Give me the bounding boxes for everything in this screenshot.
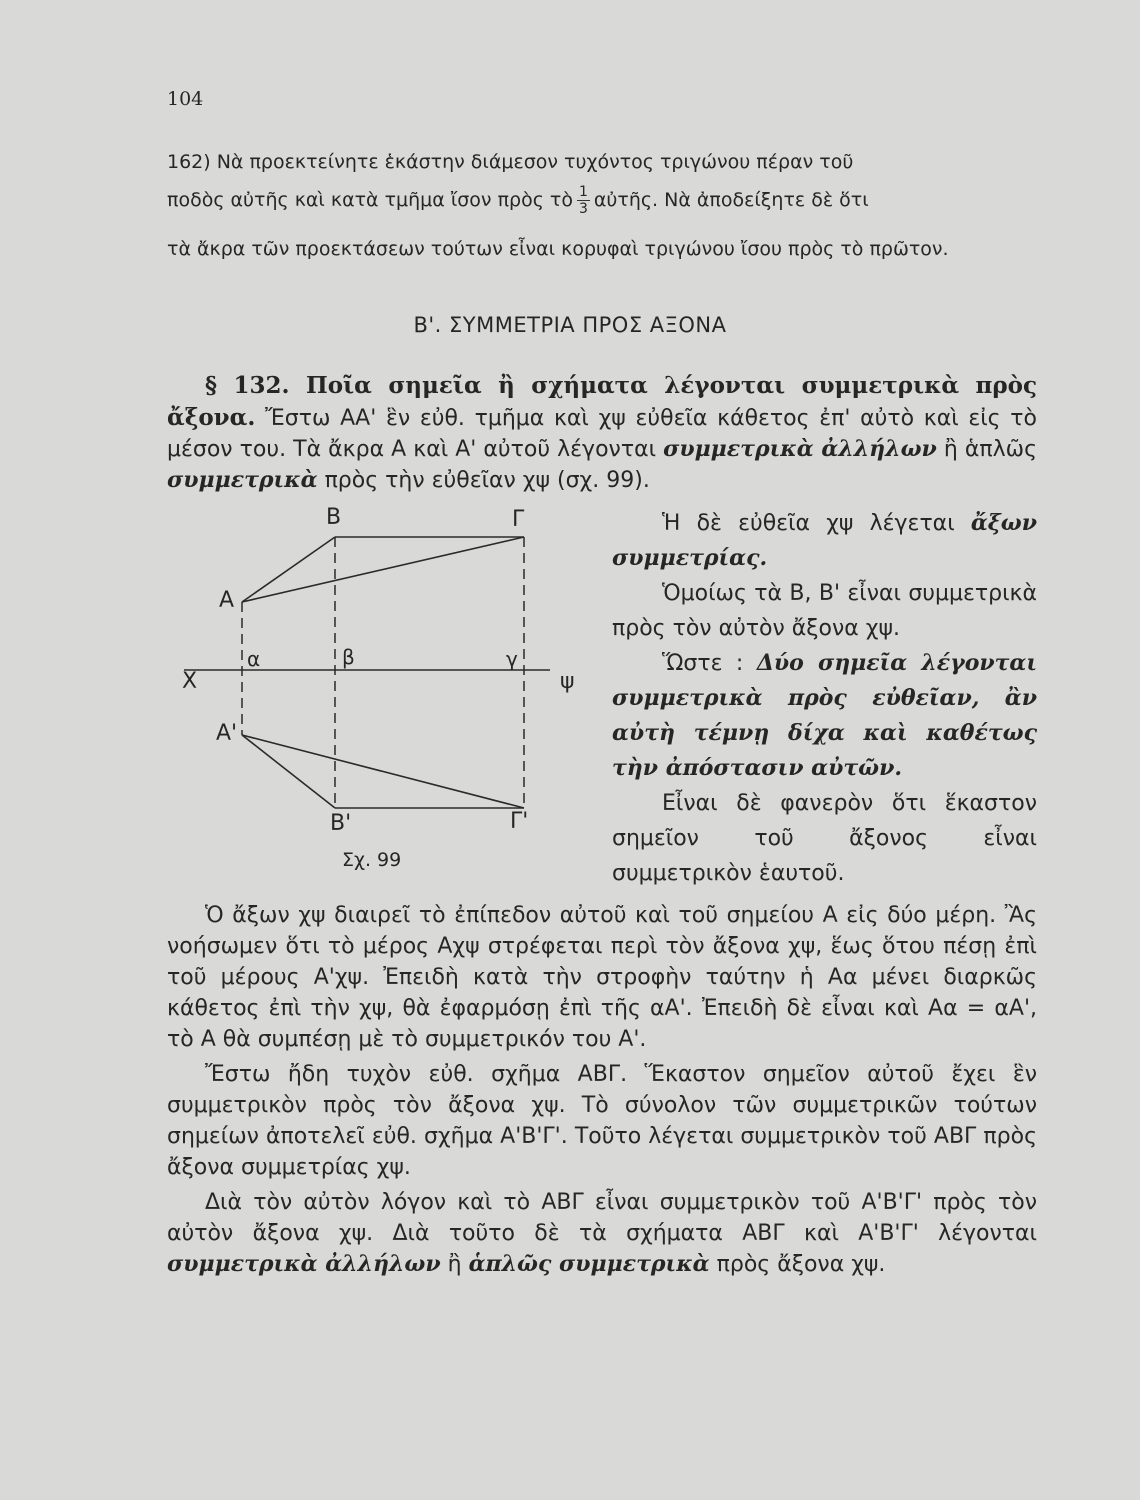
page-number: 104	[167, 88, 204, 110]
side-paragraph-2: Ὁμοίως τὰ Β, Β' εἶναι συμμετρικὰ πρὸς τὸν αὐτὸν ἄξονα χψ.	[612, 581, 1037, 641]
term-symmetric: συμμετρικὰ	[167, 467, 318, 493]
body-paragraph-2: Ἔστω ἤδη τυχὸν εὐθ. σχῆμα ΑΒΓ. Ἕκαστον σημεῖον αὐτοῦ ἔχει ἓν συμμετρικὸν πρὸς τὸν ἄξονα χψ. Τὸ σύνολον τῶν συμμετρικῶν τούτων σημείων ἀποτελεῖ εὐθ. σχῆμα Α'Β'Γ'. Τοῦτο λέγεται συμμετρικὸν τοῦ ΑΒΓ πρὸς ἄξονα συμμετρίας χψ.	[167, 1062, 1037, 1180]
figure-caption: Σχ. 99	[342, 849, 402, 871]
label-a-prime: Α'	[216, 721, 238, 746]
label-alpha: α	[247, 647, 261, 671]
label-g: Γ	[512, 507, 525, 532]
side-paragraph-3: Ὥστε : Δύο σημεῖα λέγονται συμμετρικὰ πρὸς εὐθεῖαν, ἂν αὐτὴ τέμνῃ δίχα καὶ καθέτως τὴν ἀπόστασιν αὐτῶν.	[612, 650, 1038, 781]
term-axis-of-symmetry: ἄξων συμμετρίας.	[612, 510, 1037, 571]
side-text	[612, 506, 1037, 891]
term-simply-symmetric: ἁπλῶς συμμετρικὰ	[468, 1251, 710, 1277]
side-paragraph-4: Εἶναι δὲ φανερὸν ὅτι ἕκαστον σημεῖον τοῦ ἄξονος εἶναι συμμετρικὸν ἑαυτοῦ.	[612, 791, 1037, 886]
figure-drawing	[170, 505, 610, 895]
label-b-prime: Β'	[330, 811, 352, 836]
term-symmetric-each-other: συμμετρικὰ ἀλλήλων	[663, 436, 937, 462]
label-beta: β	[342, 645, 355, 669]
line-a1-g1	[242, 735, 524, 808]
section-title: § 132. Ποῖα σημεῖα ἢ σχήματα λέγονται συμμετρικὰ πρὸς ἄξονα.	[167, 372, 1037, 431]
label-chi: Χ	[182, 669, 198, 694]
exercise-line-3: τὰ ἄκρα τῶν προεκτάσεων τούτων εἶναι κορυφαὶ τριγώνου ἴσου πρὸς τὸ πρῶτον.	[167, 238, 949, 260]
section-heading: Β'. ΣΥΜΜΕΤΡΙΑ ΠΡΟΣ ΑΞΟΝΑ	[413, 313, 727, 337]
body-paragraph-1: Ὁ ἄξων χψ διαιρεῖ τὸ ἐπίπεδον αὐτοῦ καὶ τοῦ σημείου Α εἰς δύο μέρη. Ἂς νοήσωμεν ὅτι τὸ μέρος Αχψ στρέφεται περὶ τὸν ἄξονα χψ, ἕως ὅτου πέσῃ ἐπὶ τοῦ μέρους Α'χψ. Ἐπειδὴ κατὰ τὴν στροφὴν ταύτην ἡ Αα μένει διαρκῶς κάθετος ἐπὶ τὴν χψ, θὰ ἐφαρμόσῃ ἐπὶ τῆς αΑ'. Ἐπειδὴ δὲ εἶναι καὶ Αα = αΑ', τὸ Α θὰ συμπέσῃ μὲ τὸ συμμετρικόν του Α'.	[167, 903, 1037, 1052]
exercise-line-2: ποδὸς αὐτῆς καὶ κατὰ τμῆμα ἴσον πρὸς τὸ $\frac{1}{3}$ αὐτῆς. Νὰ ἀποδείξητε δὲ ὅτι	[167, 184, 869, 217]
label-g-prime: Γ'	[510, 809, 529, 834]
label-psi: ψ	[560, 669, 575, 694]
section-132: § 132. Ποῖα σημεῖα ἢ σχήματα λέγονται συμμετρικὰ πρὸς ἄξονα. Ἔστω ΑΑ' ἓν εὐθ. τμῆμα καὶ χψ εὐθεῖα κάθετος ἐπ' αὐτὸ καὶ εἰς τὸ μέσον του. Τὰ ἄκρα Α καὶ Α' αὐτοῦ λέγονται συμμετρικὰ ἀλλήλων ἢ ἁπλῶς συμμετρικὰ πρὸς τὴν εὐθεῖαν χψ (σχ. 99).	[167, 372, 1038, 493]
side-paragraph-1: Ἡ δὲ εὐθεῖα χψ λέγεται ἄξων συμμετρίας.	[612, 510, 1037, 571]
fraction-one-third: $\frac{1}{3}$	[578, 184, 588, 217]
symmetry-rule: Δύο σημεῖα λέγονται συμμετρικὰ πρὸς εὐθεῖαν, ἂν αὐτὴ τέμνῃ δίχα καὶ καθέτως τὴν ἀπόστασιν αὐτῶν.	[612, 650, 1038, 781]
figure-99	[170, 505, 610, 895]
label-a: Α	[219, 588, 235, 613]
line-a1-b1	[242, 735, 335, 808]
line-a-b	[242, 537, 335, 602]
label-gamma: γ	[506, 647, 518, 671]
exercise-162	[167, 150, 1037, 261]
body-text	[167, 900, 1037, 1280]
line-a-g	[242, 537, 524, 602]
term-symmetric-each-other-2: συμμετρικὰ ἀλλήλων	[167, 1251, 441, 1277]
body-paragraph-3: Διὰ τὸν αὐτὸν λόγον καὶ τὸ ΑΒΓ εἶναι συμμετρικὸν τοῦ Α'Β'Γ' πρὸς τὸν αὐτὸν ἄξονα χψ. Διὰ τοῦτο δὲ τὰ σχήματα ΑΒΓ καὶ Α'Β'Γ' λέγονται συμμετρικὰ ἀλλήλων ἢ ἁπλῶς συμμετρικὰ πρὸς ἄξονα χψ.	[167, 1190, 1037, 1277]
label-b: Β	[326, 505, 342, 530]
exercise-line-1: 162) Νὰ προεκτείνητε ἑκάστην διάμεσον τυχόντος τριγώνου πέραν τοῦ	[167, 151, 854, 173]
